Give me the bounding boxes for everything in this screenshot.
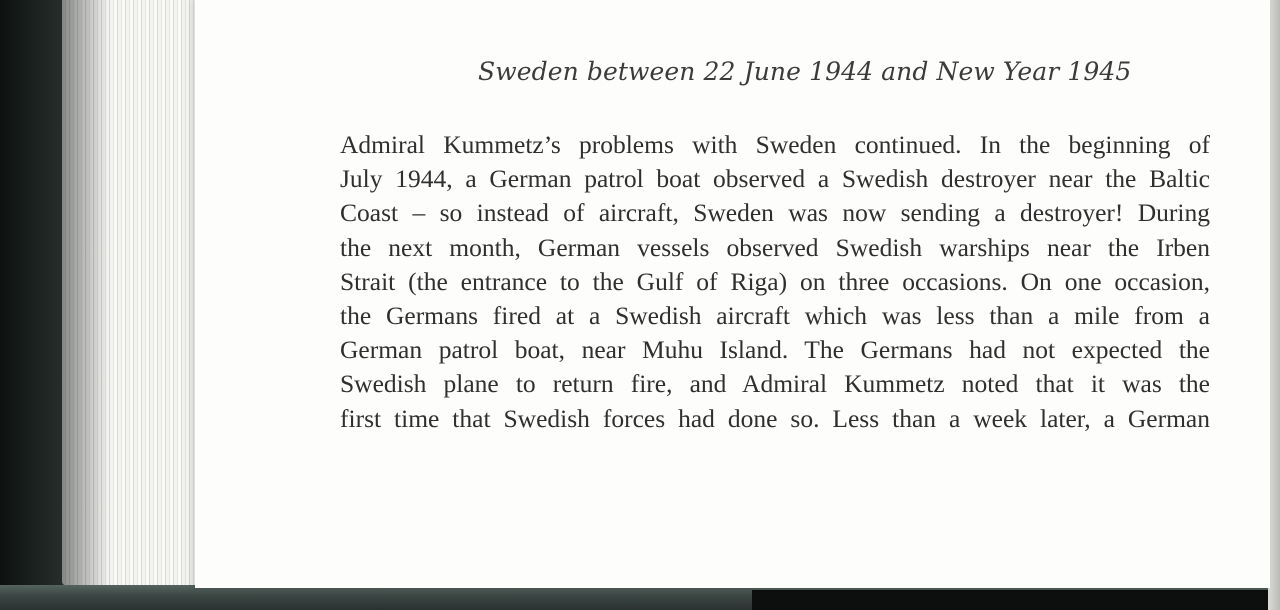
body-line-7: German patrol boat, near Muhu Island. The Germans had not expected the bbox=[340, 335, 1210, 365]
running-head: Sweden between 22 June 1944 and New Year 1945 bbox=[478, 57, 1132, 86]
body-line-4: the next month, German vessels observed Swedish warships near the Irben bbox=[340, 232, 1210, 262]
body-line-8: Swedish plane to return fire, and Admiral Kummetz noted that it was the bbox=[340, 369, 1210, 399]
book-page bbox=[195, 0, 1270, 588]
body-line-6: the Germans fired at a Swedish aircraft which was less than a mile from a bbox=[340, 300, 1210, 330]
page-stack-shadow bbox=[62, 0, 202, 590]
scanner-bed-left bbox=[0, 0, 70, 610]
body-line-1: Admiral Kummetz’s problems with Sweden continued. In the beginning of bbox=[340, 130, 1210, 159]
body-line-9: first time that Swedish forces had done so. Less than a week later, a German bbox=[340, 403, 1210, 433]
body-line-3: Coast – so instead of aircraft, Sweden was now sending a destroyer! During bbox=[340, 198, 1210, 228]
body-line-2: July 1944, a German patrol boat observed a Swedish destroyer near the Baltic bbox=[340, 164, 1210, 194]
body-line-5: Strait (the entrance to the Gulf of Riga) on three occasions. On one occasion, bbox=[340, 266, 1210, 296]
scanner-bed-bottom-right bbox=[752, 590, 1280, 610]
body-paragraph bbox=[340, 128, 1210, 436]
